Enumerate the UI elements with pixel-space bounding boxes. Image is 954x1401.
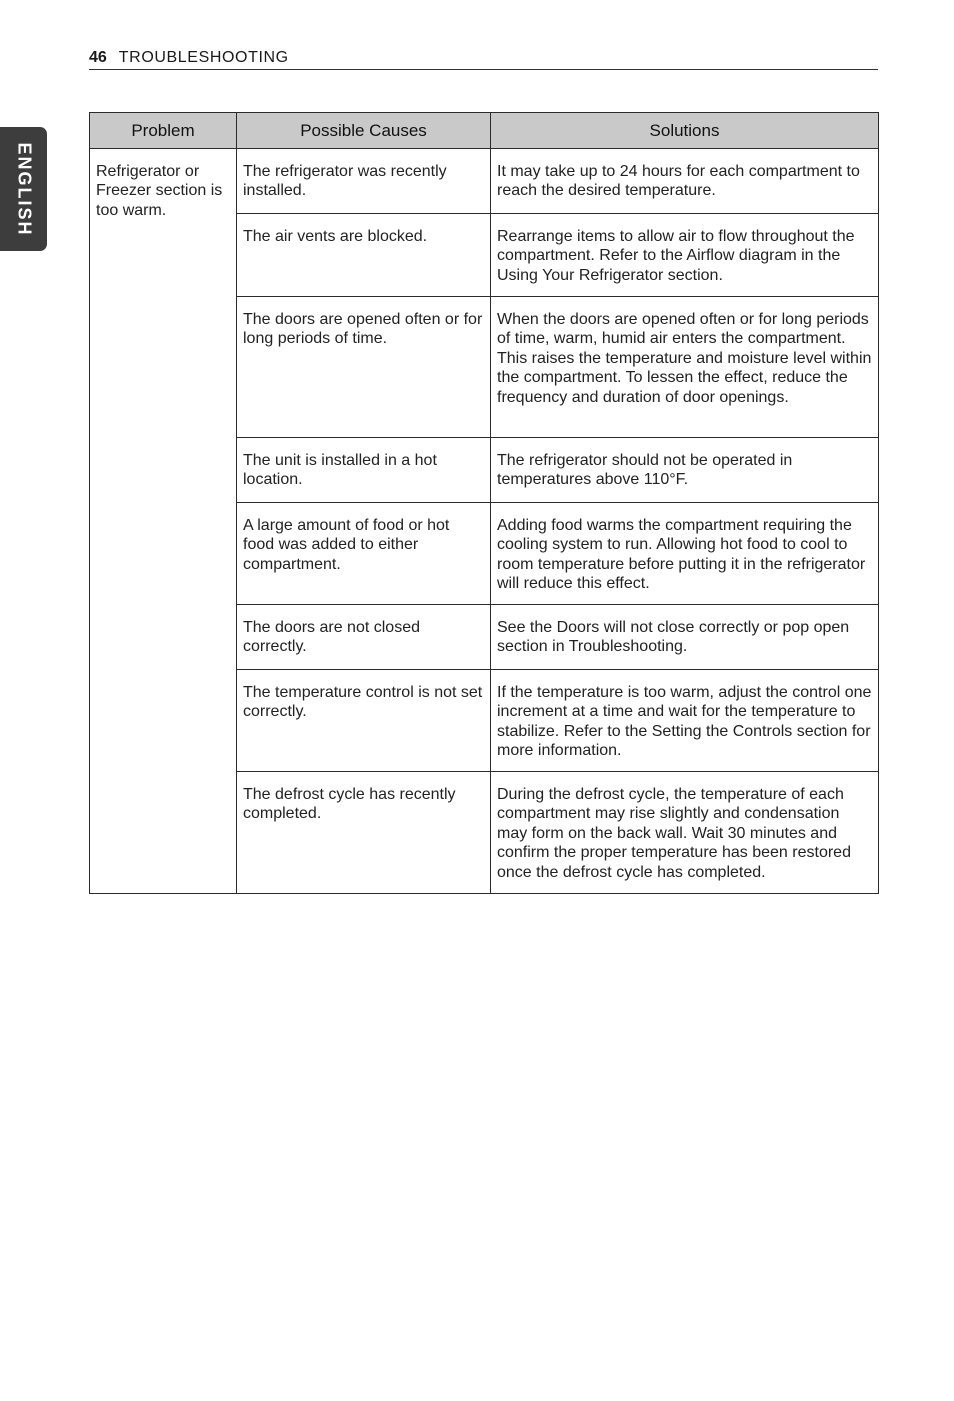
column-header-causes: Possible Causes xyxy=(237,113,491,149)
cause-cell: The temperature control is not set correctly. xyxy=(237,670,491,772)
solution-cell: Adding food warms the compartment requiring the cooling system to run. Allowing hot food to cool to room temperature before putting it in the refrigerator will reduce this effect. xyxy=(491,503,879,605)
solution-cell: During the defrost cycle, the temperature of each compartment may rise slightly and condensation may form on the back wall. Wait 30 minutes and confirm the proper temperature has been restored once the defrost cycle has completed. xyxy=(491,772,879,894)
language-tab-label: ENGLISH xyxy=(14,141,35,237)
problem-cell: Refrigerator or Freezer section is too warm. xyxy=(90,149,237,894)
solution-cell: See the Doors will not close correctly or pop open section in Troubleshooting. xyxy=(491,605,879,670)
solution-cell: The refrigerator should not be operated in temperatures above 110°F. xyxy=(491,438,879,503)
column-header-solutions: Solutions xyxy=(491,113,879,149)
table-header-row xyxy=(90,113,879,149)
cause-cell: The unit is installed in a hot location. xyxy=(237,438,491,503)
cause-cell: The defrost cycle has recently completed. xyxy=(237,772,491,894)
cause-cell: The air vents are blocked. xyxy=(237,214,491,297)
column-header-problem: Problem xyxy=(90,113,237,149)
page-header xyxy=(89,48,878,70)
solution-cell: Rearrange items to allow air to flow throughout the compartment. Refer to the Airflow diagram in the Using Your Refrigerator section. xyxy=(491,214,879,297)
page-number: 46 xyxy=(89,49,107,66)
section-title: TROUBLESHOOTING xyxy=(118,49,289,66)
solution-cell: It may take up to 24 hours for each compartment to reach the desired temperature. xyxy=(491,149,879,214)
cause-cell: The doors are opened often or for long periods of time. xyxy=(237,297,491,438)
solution-cell: When the doors are opened often or for long periods of time, warm, humid air enters the compartment. This raises the temperature and moisture level within the compartment. To lessen the effect, reduce the frequency and duration of door openings. xyxy=(491,297,879,438)
cause-cell: The doors are not closed correctly. xyxy=(237,605,491,670)
troubleshooting-table xyxy=(89,112,879,894)
language-tab xyxy=(0,127,47,251)
cause-cell: The refrigerator was recently installed. xyxy=(237,149,491,214)
solution-cell: If the temperature is too warm, adjust the control one increment at a time and wait for the temperature to stabilize. Refer to the Setting the Controls section for more information. xyxy=(491,670,879,772)
cause-cell: A large amount of food or hot food was added to either compartment. xyxy=(237,503,491,605)
table-row xyxy=(90,149,879,214)
